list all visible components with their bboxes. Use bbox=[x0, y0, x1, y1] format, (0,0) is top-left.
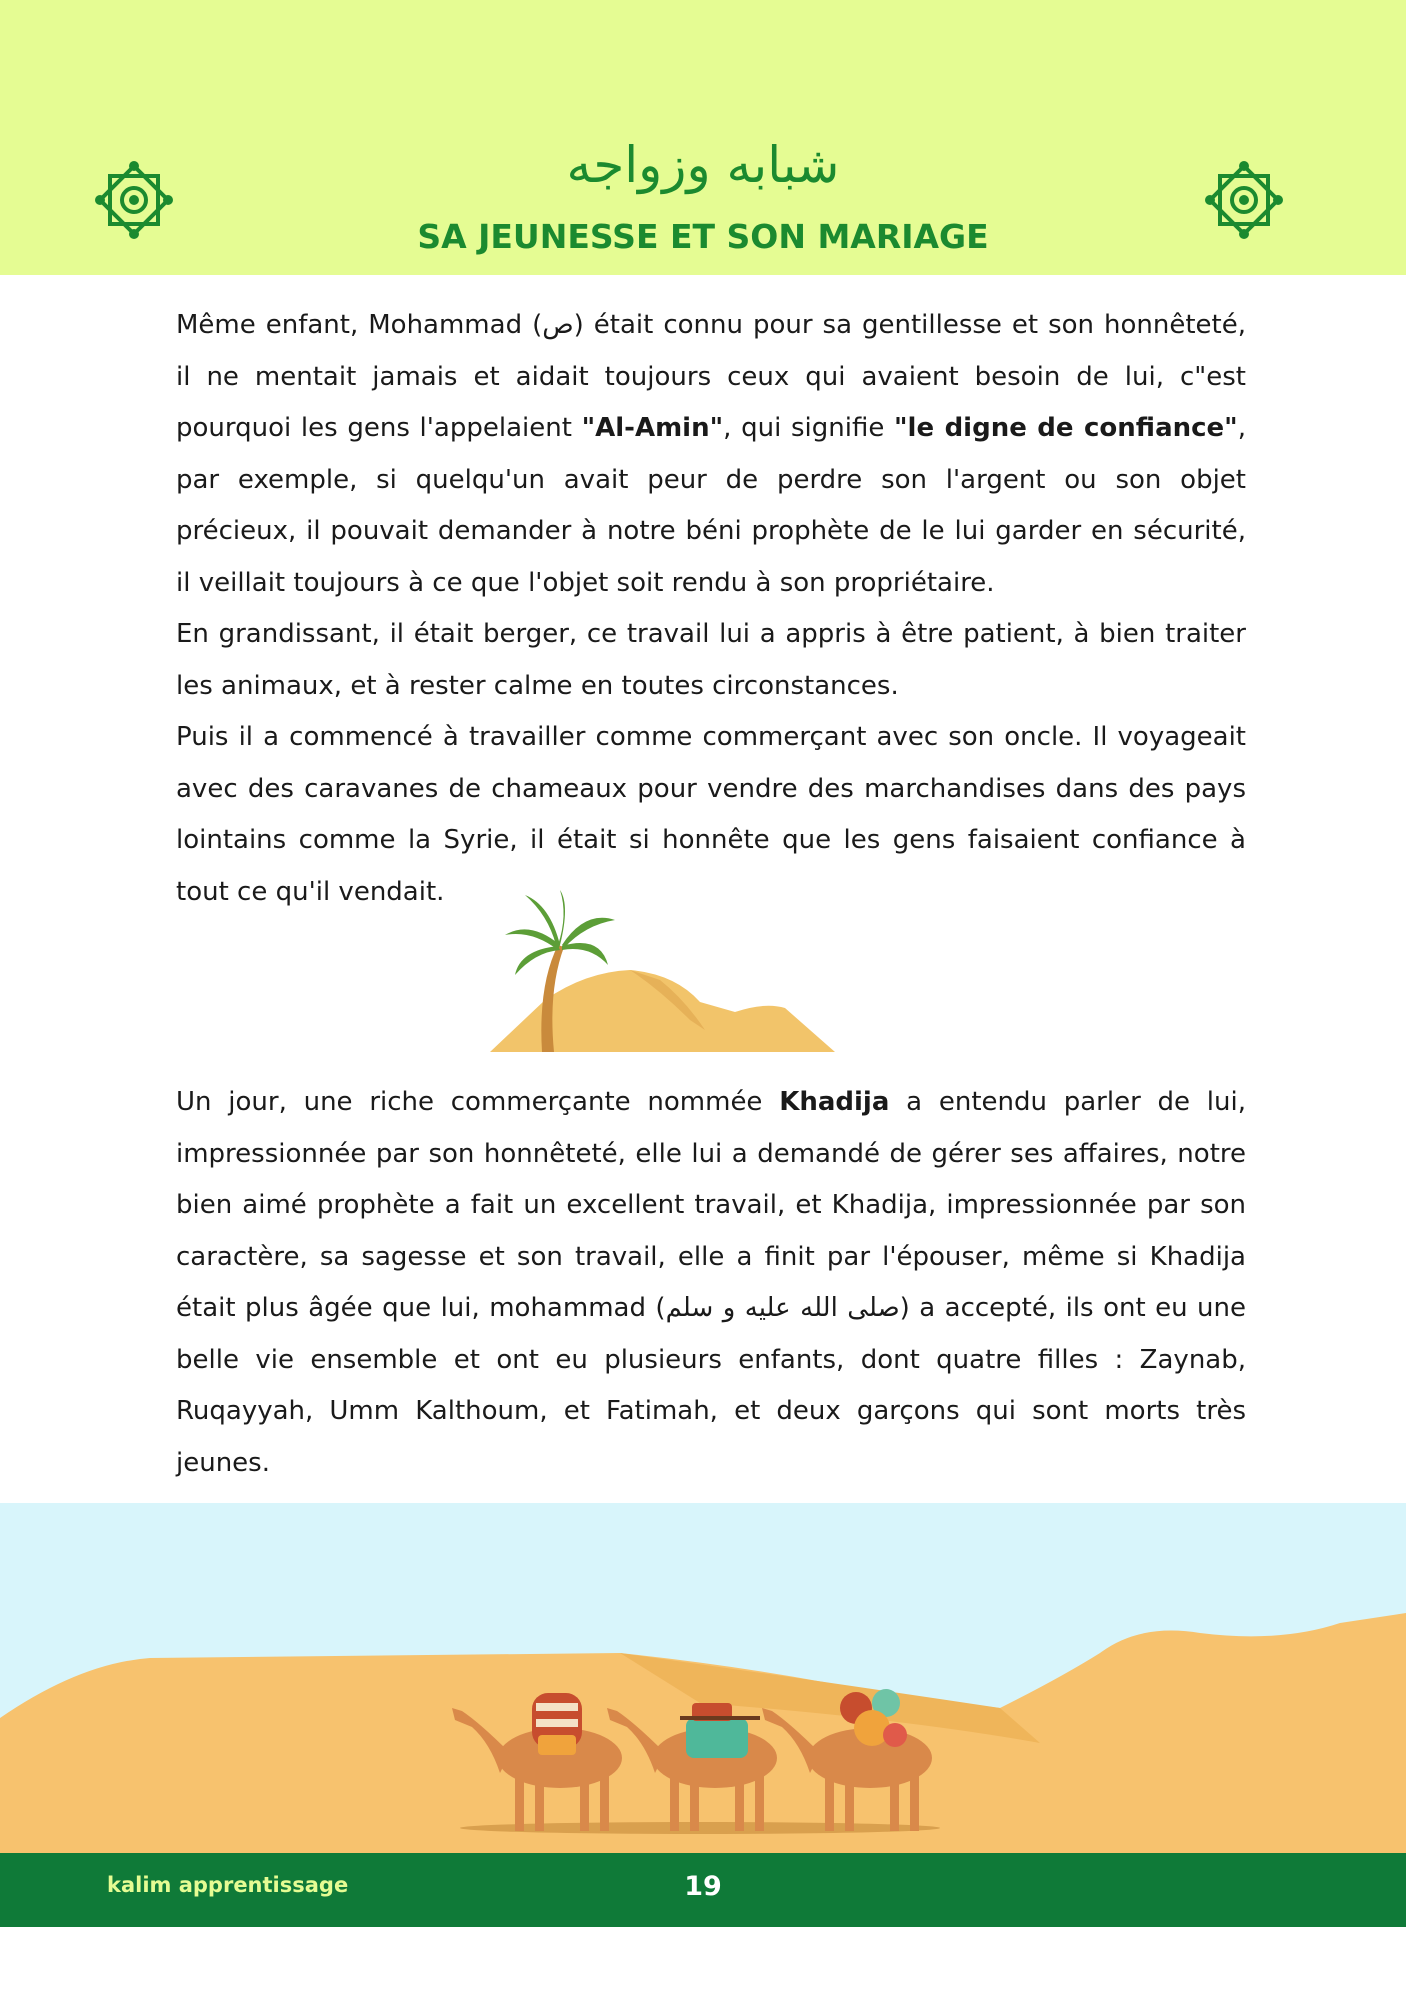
paragraph-text: Un jour, une riche commerçante nommée bbox=[176, 1087, 780, 1117]
paragraph-text: , qui signifie bbox=[723, 413, 895, 443]
paragraph-text: a entendu parler de lui, impressionnée par son honnêteté, elle lui a demandé de gérer ses affaires, notre bien aimé prophète a fait un excellent travail, et Khadija, impressionnée par son caractère, sa sagesse et son travail, elle a finit par l'épouser, même si Khadija était plus âgée que lui, mohammad (صلى الله عليه و سلم) a accepté, ils ont eu une belle vie ensemble et ont eu plusieurs enfants, dont quatre filles : Zaynab, Ruqayyah, Umm Kalthoum, et Fatimah, et deux garçons qui sont morts très jeunes. bbox=[176, 1087, 1247, 1478]
term-al-amin: "Al-Amin" bbox=[581, 413, 724, 443]
page-title: SA JEUNESSE ET SON MARIAGE bbox=[417, 217, 989, 256]
page-title-arabic: شبابه وزواجه bbox=[566, 136, 840, 194]
footer-brand: kalim apprentissage bbox=[107, 1873, 349, 1897]
desert-caravan-illustration bbox=[0, 1503, 1406, 1855]
page-header bbox=[0, 0, 1406, 275]
page-footer bbox=[0, 1853, 1406, 1927]
paragraph-text: , par exemple, si quelqu'un avait peur de perdre son l'argent ou son objet précieux, il pouvait demander à notre béni prophète de le lui garder en sécurité, il veillait toujours à ce que l'objet soit rendu à son propriétaire. bbox=[176, 413, 1246, 598]
term-meaning: "le digne de confiance" bbox=[894, 413, 1238, 443]
paragraph-merchant: Puis il a commencé à travailler comme commerçant avec son oncle. Il voyageait avec des caravanes de chameaux pour vendre des marchandises dans des pays lointains comme la Syrie, il était si honnête que les gens faisaient confiance à tout ce qu'il vendait. bbox=[176, 722, 1246, 907]
term-khadija: Khadija bbox=[779, 1087, 890, 1117]
paragraph-text: Même enfant, Mohammad (ص) était connu pour sa gentillesse et son honnêteté, il ne mentait jamais et aidait toujours ceux qui avaient besoin de lui, c"est pourquoi les gens l'appelaient bbox=[176, 310, 1247, 443]
paragraph-marriage bbox=[176, 1077, 1246, 1489]
paragraph-youth bbox=[176, 300, 1246, 918]
ornament-star-icon bbox=[1204, 160, 1284, 240]
palm-dune-illustration bbox=[490, 890, 870, 1055]
paragraph-shepherd: En grandissant, il était berger, ce travail lui a appris à être patient, à bien traiter les animaux, et à rester calme en toutes circonstances. bbox=[176, 619, 1246, 701]
page-number: 19 bbox=[684, 1871, 722, 1902]
